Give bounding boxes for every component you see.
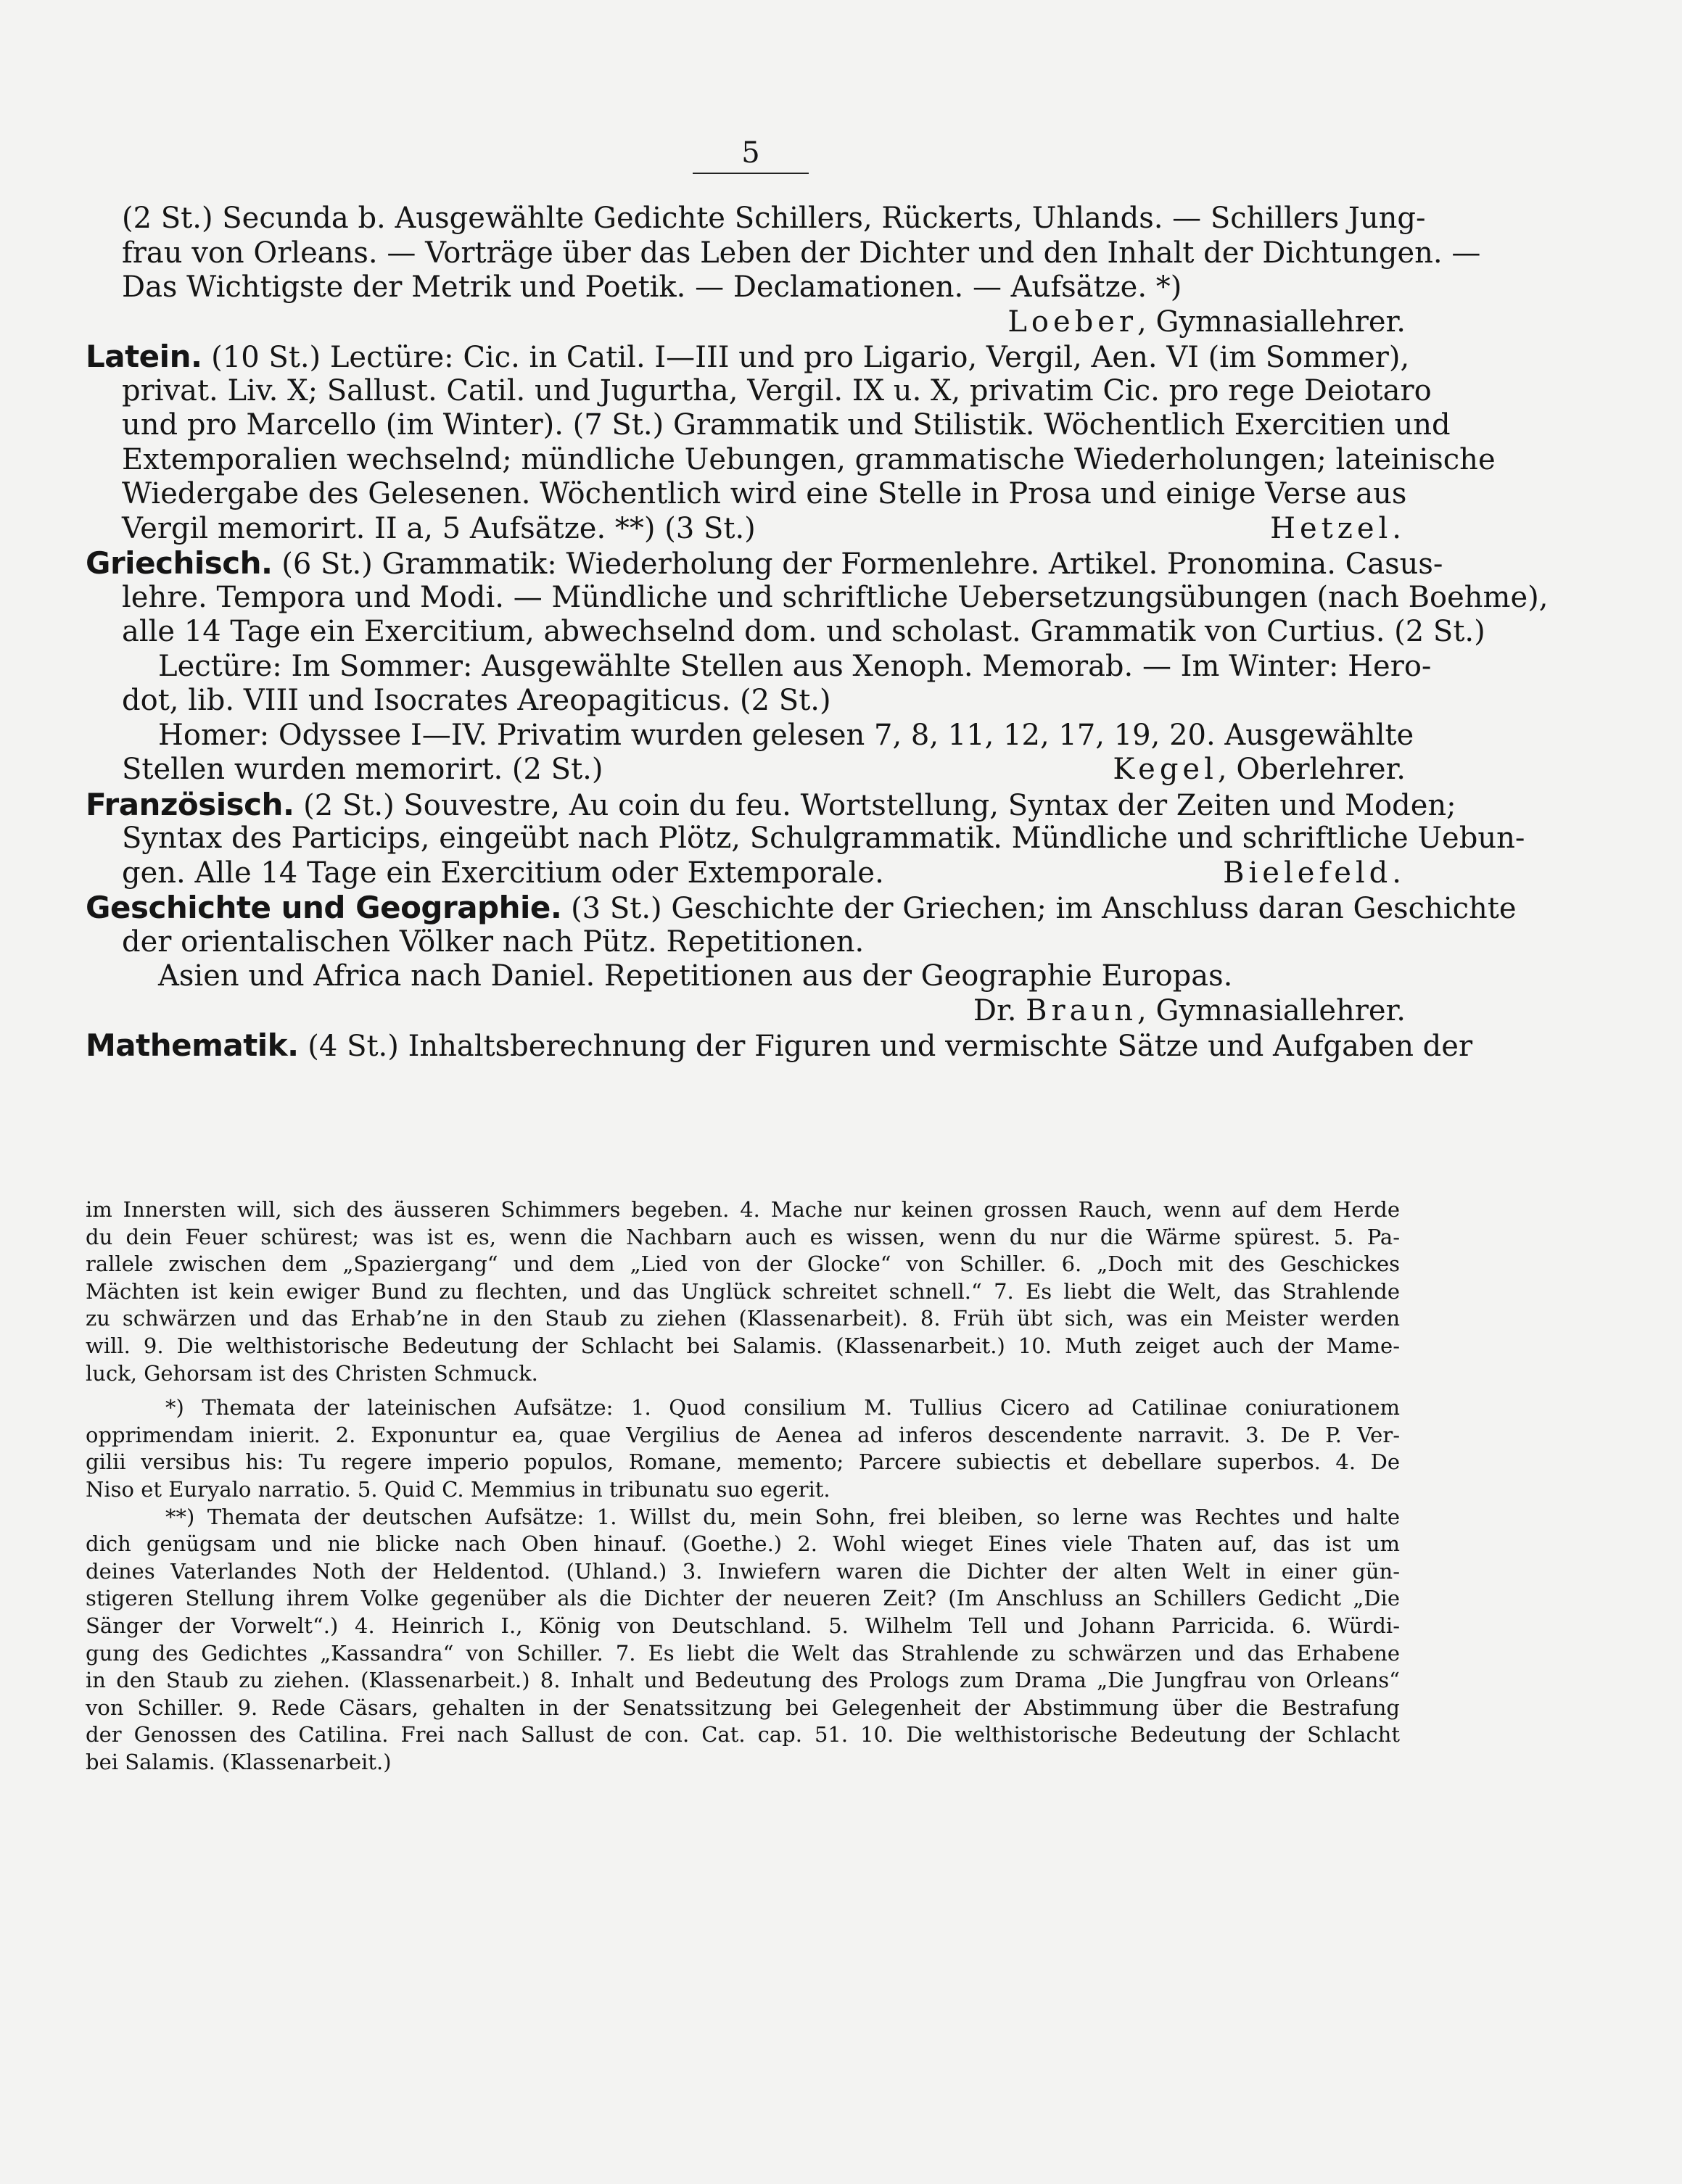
text-line: Wiedergabe des Gelesenen. Wöchentlich wird eine Stelle in Prosa und einige Verse aus bbox=[122, 477, 1407, 510]
subject-heading: Latein. bbox=[86, 339, 202, 374]
footnote-line: zu schwärzen und das Erhab’ne in den Staub zu ziehen (Klassenarbeit). 8. Früh übt sich, was ein Meister werden bbox=[86, 1306, 1400, 1331]
text-line: Homer: Odyssee I—IV. Privatim wurden gelesen 7, 8, 11, 12, 17, 19, 20. Ausgewählte bbox=[158, 718, 1414, 752]
footnote-line: Niso et Euryalo narratio. 5. Quid C. Memmius in tribunatu suo egerit. bbox=[86, 1476, 830, 1502]
text-line: frau von Orleans. — Vorträge über das Leben der Dichter und den Inhalt der Dichtungen. — bbox=[122, 236, 1481, 270]
subject-heading: Französisch. bbox=[86, 786, 294, 822]
line-text: gen. Alle 14 Tage ein Exercitium oder Extemporale. bbox=[122, 856, 884, 890]
text-line: Syntax des Particips, eingeübt nach Plötz, Schulgrammatik. Mündliche und schriftliche Uebun- bbox=[122, 822, 1525, 855]
text-line: Geschichte und Geographie. (3 St.) Geschichte der Griechen; im Anschluss daran Geschichte bbox=[86, 890, 1517, 925]
footnote-line: will. 9. Die welthistorische Bedeutung der Schlacht bei Salamis. (Klassenarbeit.) 10. Muth zeiget auch der Mame- bbox=[86, 1333, 1400, 1358]
subject-heading: Geschichte und Geographie. bbox=[86, 890, 562, 925]
footnotes bbox=[86, 1196, 1400, 1776]
text-line: Extemporalien wechselnd; mündliche Uebungen, grammatische Wiederholungen; lateinische bbox=[122, 442, 1496, 476]
footnote-line: du dein Feuer schürest; was ist es, wenn die Nachbarn auch es wissen, wenn du nur die Wärme spürest. 5. Pa- bbox=[86, 1224, 1400, 1249]
footnote-line: deines Vaterlandes Noth der Heldentod. (Uhland.) 3. Inwiefern waren die Dichter der alten Welt in einer gün- bbox=[86, 1558, 1400, 1584]
text-line: Lectüre: Im Sommer: Ausgewählte Stellen aus Xenoph. Memorab. — Im Winter: Hero- bbox=[158, 649, 1432, 683]
teacher-name: Kegel, Oberlehrer. bbox=[1113, 753, 1406, 786]
text-line: Mathematik. (4 St.) Inhaltsberechnung der Figuren und vermischte Sätze und Aufgaben der bbox=[86, 1027, 1473, 1063]
footnote-line: Sänger der Vorwelt“.) 4. Heinrich I., König von Deutschland. 5. Wilhelm Tell und Johann Parricida. 6. Würdi- bbox=[86, 1613, 1400, 1638]
footnote-gap bbox=[86, 1387, 1400, 1394]
footnote-line: opprimendam inierit. 2. Exponuntur ea, quae Vergilius de Aenea ad inferos descendente narravit. 3. De P. Ver- bbox=[86, 1422, 1400, 1447]
footnote-line: rallele zwischen dem „Spaziergang“ und dem „Lied von der Glocke“ von Schiller. 6. „Doch mit des Geschickes bbox=[86, 1252, 1400, 1277]
footnote-line: Mächten ist kein ewiger Bund zu flechten, und das Unglück schreitet schnell.“ 7. Es liebt die Welt, das Strahlende bbox=[86, 1278, 1400, 1304]
footnote-line: im Innersten will, sich des äusseren Schimmers begeben. 4. Mache nur keinen grossen Rauch, wenn auf dem Herde bbox=[86, 1197, 1400, 1222]
teacher-surname: Kegel bbox=[1113, 753, 1218, 786]
line-text: Stellen wurden memorirt. (2 St.) bbox=[122, 753, 603, 786]
line-text: Vergil memorirt. II a, 5 Aufsätze. **) (3 St.) bbox=[122, 511, 756, 545]
text-line: Französisch. (2 St.) Souvestre, Au coin du feu. Wortstellung, Syntax der Zeiten und Moden; bbox=[86, 786, 1456, 822]
footnote-line: bei Salamis. (Klassenarbeit.) bbox=[86, 1749, 392, 1774]
text-line: Latein. (10 St.) Lectüre: Cic. in Catil. I—III und pro Ligario, Vergil, Aen. VI (im Sommer), bbox=[86, 339, 1410, 374]
footnote-line: stigeren Stellung ihrem Volke gegenüber als die Dichter der neueren Zeit? (Im Anschluss an Schillers Gedicht „Die bbox=[86, 1586, 1400, 1611]
teacher-name bbox=[1270, 512, 1406, 547]
page-number: 5 bbox=[741, 136, 760, 170]
text-line: alle 14 Tage ein Exercitium, abwechselnd dom. und scholast. Grammatik von Curtius. (2 St.) bbox=[122, 615, 1485, 648]
text-line: Asien und Africa nach Daniel. Repetitionen aus der Geographie Europas. bbox=[158, 959, 1233, 993]
text-line: und pro Marcello (im Winter). (7 St.) Grammatik und Stilistik. Wöchentlich Exercitien und bbox=[122, 408, 1451, 442]
footnote-line: der Genossen des Catilina. Frei nach Sallust de con. Cat. cap. 51. 10. Die welthistorische Bedeutung der Schlacht bbox=[86, 1722, 1400, 1747]
main-text bbox=[86, 202, 1549, 1063]
text-line: Dr. Braun, Gymnasiallehrer. bbox=[973, 993, 1406, 1027]
footnote-line: dich genügsam und nie blicke nach Oben hinauf. (Goethe.) 2. Wohl wieget Eines viele Thaten auf, das ist um bbox=[86, 1531, 1400, 1557]
footnote-line: in den Staub zu ziehen. (Klassenarbeit.) 8. Inhalt und Bedeutung des Prologs zum Drama „Die Jungfrau von Orleans“ bbox=[86, 1668, 1400, 1693]
text-line: Griechisch. (6 St.) Grammatik: Wiederholung der Formenlehre. Artikel. Pronomina. Casus- bbox=[86, 545, 1443, 581]
text-line bbox=[86, 856, 1406, 891]
text-line: der orientalischen Völker nach Pütz. Repetitionen. bbox=[122, 925, 865, 959]
text-line bbox=[86, 512, 1406, 547]
text-line bbox=[86, 753, 1406, 787]
text-line: Das Wichtigste der Metrik und Poetik. — Declamationen. — Aufsätze. *) bbox=[122, 270, 1182, 304]
teacher-surname: Hetzel. bbox=[1270, 511, 1406, 545]
text-line: lehre. Tempora und Modi. — Mündliche und schriftliche Uebersetzungsübungen (nach Boehme), bbox=[122, 580, 1549, 614]
footnote-line: *) Themata der lateinischen Aufsätze: 1. Quod consilium M. Tullius Cicero ad Catilinae coniurationem bbox=[165, 1395, 1400, 1420]
footnote-line: **) Themata der deutschen Aufsätze: 1. Willst du, mein Sohn, frei bleiben, so lerne was Rechtes und halte bbox=[165, 1504, 1400, 1529]
footnote-line: von Schiller. 9. Rede Cäsars, gehalten in der Senatssitzung bei Gelegenheit der Abstimmung über die Bestrafung bbox=[86, 1695, 1400, 1720]
teacher-name bbox=[1223, 856, 1406, 891]
subject-heading: Griechisch. bbox=[86, 545, 273, 581]
text-line: privat. Liv. X; Sallust. Catil. und Jugurtha, Vergil. IX u. X, privatim Cic. pro rege Deiotaro bbox=[122, 373, 1432, 408]
footnote-line: gung des Gedichtes „Kassandra“ von Schiller. 7. Es liebt die Welt das Strahlende zu schwärzen und das Erhabene bbox=[86, 1640, 1400, 1666]
teacher-surname: Loeber bbox=[1007, 305, 1138, 339]
text-line: Loeber, Gymnasiallehrer. bbox=[1007, 305, 1406, 339]
subject-heading: Mathematik. bbox=[86, 1027, 299, 1063]
text-line: (2 St.) Secunda b. Ausgewählte Gedichte Schillers, Rückerts, Uhlands. — Schillers Jung- bbox=[122, 202, 1426, 235]
footnote-line: gilii versibus his: Tu regere imperio populos, Romane, memento; Parcere subiectis et debellare superbos. 4. De bbox=[86, 1449, 1400, 1475]
teacher-surname: Braun bbox=[1026, 993, 1138, 1027]
page-number-rule bbox=[693, 173, 809, 174]
text-line: dot, lib. VIII und Isocrates Areopagiticus. (2 St.) bbox=[122, 684, 831, 717]
teacher-surname: Bielefeld. bbox=[1223, 856, 1406, 890]
footnote-line: luck, Gehorsam ist des Christen Schmuck. bbox=[86, 1360, 538, 1386]
